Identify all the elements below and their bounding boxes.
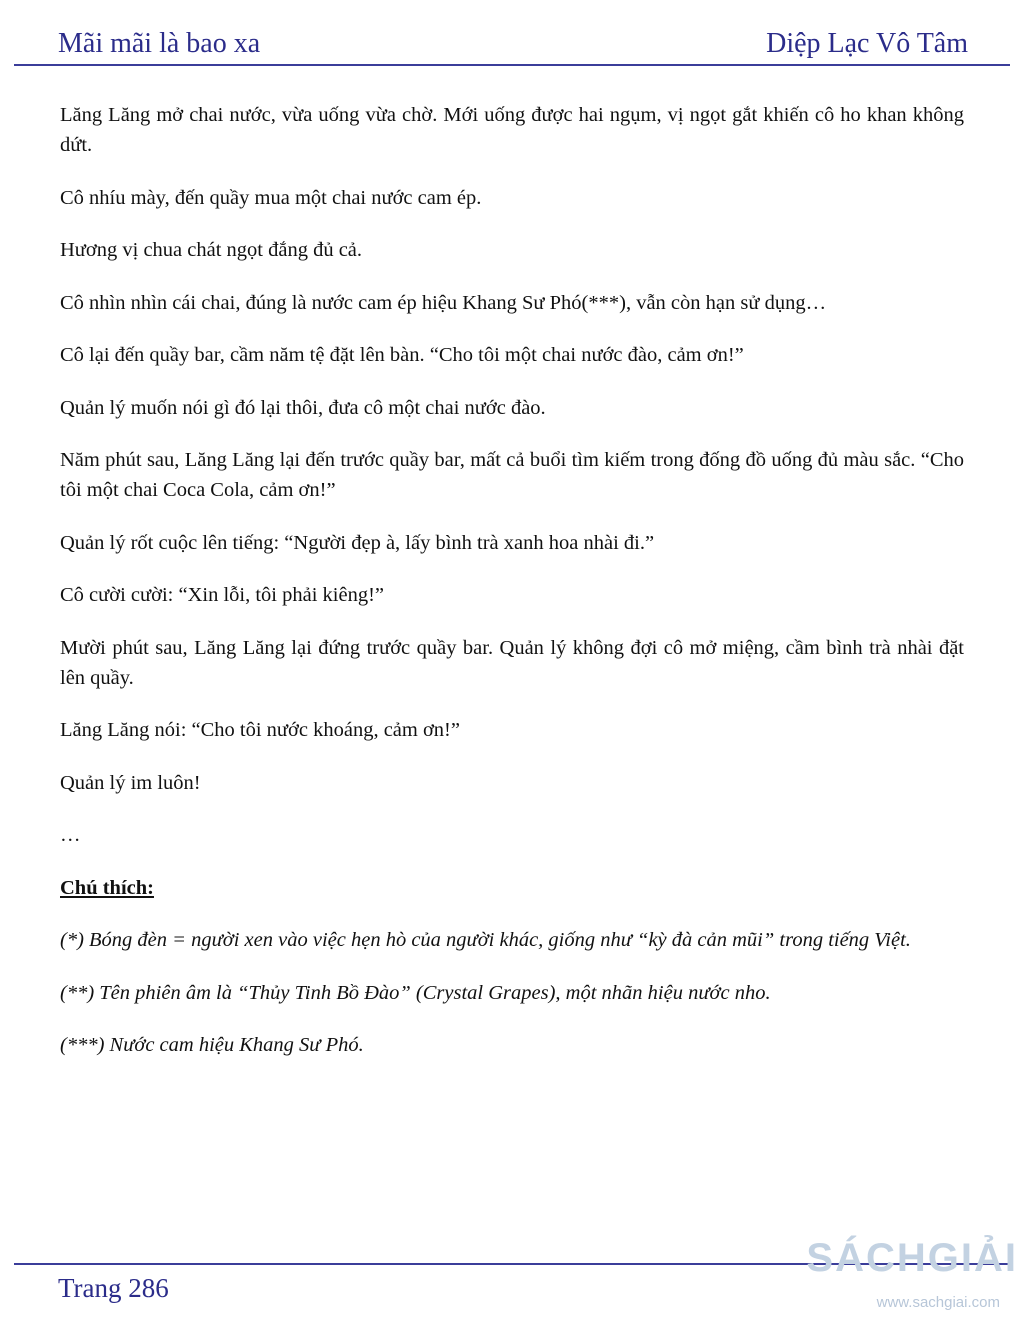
paragraph: Quản lý muốn nói gì đó lại thôi, đưa cô một chai nước đào. <box>60 396 546 419</box>
paragraph: Lăng Lăng nói: “Cho tôi nước khoáng, cảm ơn!” <box>60 719 460 741</box>
paragraph: Quản lý rốt cuộc lên tiếng: “Người đẹp à, lấy bình trà xanh hoa nhài đi.” <box>60 531 655 554</box>
paragraph: Cô nhìn nhìn cái chai, đúng là nước cam ép hiệu Khang Sư Phó(***), vẫn còn hạn sử dụng… <box>60 291 827 314</box>
footnote: (***) Nước cam hiệu Khang Sư Phó. <box>60 1034 364 1056</box>
footnote: (**) Tên phiên âm là “Thủy Tinh Bồ Đào” (Crystal Grapes), một nhãn hiệu nước nho. <box>60 981 771 1004</box>
book-title: Mãi mãi là bao xa <box>58 28 261 59</box>
paragraph: Cô nhíu mày, đến quầy mua một chai nước cam ép. <box>60 186 482 209</box>
header-divider <box>14 64 1010 66</box>
paragraph: Hương vị chua chát ngọt đắng đủ cả. <box>60 239 363 261</box>
watermark-url: www.sachgiai.com <box>876 1294 1000 1311</box>
watermark-logo <box>806 1236 1018 1320</box>
notes-heading: Chú thích: <box>60 876 154 899</box>
paragraph: Mười phút sau, Lăng Lăng lại đứng trước quầy bar. Quản lý không đợi cô mở miệng, cầm bình trà nhài đặt lên quầy. <box>60 636 964 689</box>
page-number: Trang 286 <box>58 1273 169 1303</box>
page-header <box>58 22 968 60</box>
paragraph: Quản lý im luôn! <box>60 771 201 794</box>
footnote: (*) Bóng đèn = người xen vào việc hẹn hò của người khác, giống như “kỳ đà cản mũi” trong tiếng Việt. <box>60 929 911 951</box>
paragraph: Lăng Lăng mở chai nước, vừa uống vừa chờ. Mới uống được hai ngụm, vị ngọt gắt khiến cô ho khan không dứt. <box>60 104 964 156</box>
ellipsis-paragraph: … <box>60 824 81 846</box>
author-name: Diệp Lạc Vô Tâm <box>766 28 968 59</box>
page-content <box>60 100 964 1083</box>
paragraph: Cô cười cười: “Xin lỗi, tôi phải kiêng!” <box>60 584 385 606</box>
watermark-brand: SÁCHGIẢI <box>806 1236 1018 1280</box>
paragraph: Cô lại đến quầy bar, cầm năm tệ đặt lên bàn. “Cho tôi một chai nước đào, cảm ơn!” <box>60 344 744 366</box>
paragraph: Năm phút sau, Lăng Lăng lại đến trước quầy bar, mất cả buổi tìm kiếm trong đống đồ uống đủ màu sắc. “Cho tôi một chai Coca Cola, cảm ơn!” <box>60 449 964 501</box>
